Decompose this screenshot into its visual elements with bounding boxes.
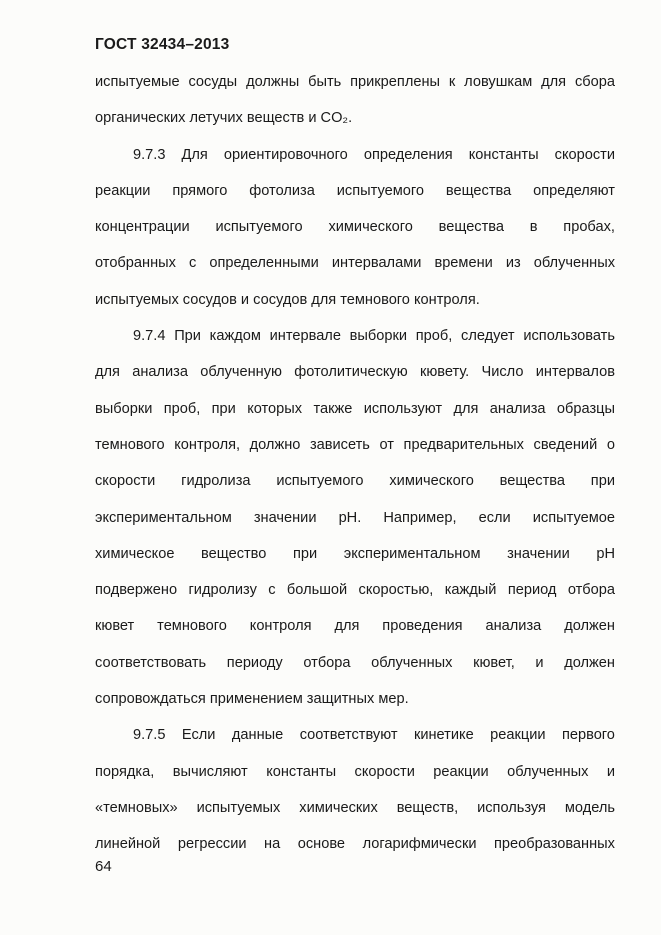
word: интервалами [331, 255, 422, 272]
text-line [95, 463, 615, 499]
word: кювет [95, 618, 135, 635]
text-line [95, 354, 615, 390]
text-line [95, 427, 615, 463]
word: химическое [95, 545, 175, 562]
word: Если [181, 727, 216, 744]
word: которых [247, 400, 303, 417]
word: экспериментальном [95, 509, 232, 526]
word: реакции [490, 727, 546, 744]
word: прямого [172, 182, 228, 199]
word: с [188, 255, 197, 272]
word: кювету. [419, 364, 470, 381]
text-line [95, 572, 615, 608]
word: для [453, 400, 479, 417]
word: о [606, 436, 615, 453]
word: соответствуют [299, 727, 398, 744]
word: испытуемого [276, 473, 364, 490]
word: и [606, 763, 615, 780]
word: период [507, 582, 557, 599]
text-line [95, 608, 615, 644]
word: регрессии [177, 836, 247, 853]
text-line [95, 245, 615, 281]
word: экспериментальном [343, 545, 481, 562]
word: константы [266, 763, 337, 780]
text-line [95, 209, 615, 245]
text-line [95, 173, 615, 209]
word: отбора [567, 582, 615, 599]
word: определяют [533, 182, 615, 199]
word: фотолитическую [294, 364, 408, 381]
word: линейной [95, 836, 161, 853]
word: проб, [163, 400, 201, 417]
word: испытуемого [336, 182, 424, 199]
word: облученных [533, 255, 615, 272]
word: проведения [382, 618, 463, 635]
word: облученную [200, 364, 282, 381]
word: для [95, 364, 120, 381]
word: испытуемые [95, 74, 180, 90]
word: при [590, 473, 615, 490]
word: реакции [433, 763, 489, 780]
word: анализа [485, 618, 542, 635]
word: выборки [349, 328, 408, 345]
word: pH. [338, 509, 362, 526]
word: контроля, [174, 436, 241, 453]
word: константы [468, 146, 539, 163]
text-line: сопровождаться применением защитных мер. [95, 691, 409, 708]
word: Например, [383, 509, 457, 526]
word: сосуды [188, 74, 238, 90]
word: первого [561, 727, 615, 744]
word: к [448, 74, 456, 90]
word: для [334, 618, 360, 635]
word: от [379, 436, 394, 453]
word: сбора [574, 74, 615, 90]
word: темнового [157, 618, 227, 635]
word: должен [564, 654, 615, 671]
word: ловушкам [464, 74, 533, 90]
word: pH [596, 545, 615, 562]
word: образцы [556, 400, 615, 417]
word: в [529, 219, 538, 236]
word: каждом [209, 328, 261, 345]
word: сведений [533, 436, 598, 453]
text-line: испытуемых сосудов и сосудов для темнового контроля. [95, 291, 480, 308]
word: периоду [226, 654, 283, 671]
word: значении [253, 509, 317, 526]
word: времени [434, 255, 493, 272]
word: анализа [132, 364, 188, 381]
text-line [95, 826, 615, 862]
word: основе [297, 836, 346, 853]
word: данные [231, 727, 284, 744]
word: выборки [95, 400, 153, 417]
word: подвержено [95, 582, 178, 599]
word: «темновых» [95, 799, 178, 816]
word: вычисляют [172, 763, 248, 780]
word: химического [389, 473, 474, 490]
text-line [95, 717, 615, 753]
word: веществ, [396, 799, 459, 816]
text-line [95, 64, 615, 100]
word: большой [286, 582, 348, 599]
word: соответствовать [95, 654, 207, 671]
word: темнового [95, 436, 165, 453]
word: интервале [269, 328, 341, 345]
word: фотолиза [249, 182, 315, 199]
word: облученных [371, 654, 453, 671]
word: реакции [95, 182, 151, 199]
word: используя [477, 799, 546, 816]
text-line [95, 137, 615, 173]
word: Для [181, 146, 208, 163]
document-body [95, 64, 615, 863]
word: вещество [201, 545, 267, 562]
word: каждый [444, 582, 497, 599]
word: 9.7.4 [133, 328, 166, 345]
word: скорости [354, 763, 415, 780]
word: интервалов [535, 364, 615, 381]
word: химического [328, 219, 413, 236]
word: гидролиза [181, 473, 251, 490]
text-line [95, 391, 615, 427]
word: При [174, 328, 201, 345]
document-header: ГОСТ 32434–2013 [95, 36, 230, 53]
word: должно [249, 436, 301, 453]
word: если [478, 509, 511, 526]
word: при [211, 400, 236, 417]
word: прикреплены [350, 74, 440, 90]
word: скоростью, [358, 582, 434, 599]
word: скорости [95, 473, 156, 490]
word: следует [461, 328, 515, 345]
word: анализа [489, 400, 546, 417]
word: на [264, 836, 281, 853]
word: испытуемых [196, 799, 281, 816]
word: ориентировочного [223, 146, 348, 163]
word: с [268, 582, 276, 599]
word: Число [481, 364, 524, 381]
word: 9.7.5 [133, 727, 166, 744]
word: использовать [523, 328, 615, 345]
word: отобранных [95, 255, 176, 272]
word: зависеть [309, 436, 370, 453]
text-line: органических летучих веществ и CO₂. [95, 110, 353, 127]
word: контроля [249, 618, 312, 635]
word: испытуемого [215, 219, 303, 236]
word: преобразованных [494, 836, 615, 853]
word: порядка, [95, 763, 155, 780]
text-line [95, 536, 615, 572]
word: определенными [209, 255, 319, 272]
word: модель [564, 799, 615, 816]
word: вещества [499, 473, 565, 490]
word: из [505, 255, 521, 272]
text-line [95, 500, 615, 536]
word: используют [363, 400, 443, 417]
word: значении [507, 545, 570, 562]
word: также [313, 400, 353, 417]
word: концентрации [95, 219, 190, 236]
word: 9.7.3 [133, 146, 166, 163]
word: вещества [445, 182, 512, 199]
word: и [535, 654, 544, 671]
word: гидролизу [188, 582, 257, 599]
word: испытуемое [532, 509, 615, 526]
word: при [292, 545, 318, 562]
text-line [95, 318, 615, 354]
word: облученных [507, 763, 589, 780]
word: логарифмически [362, 836, 477, 853]
word: вещества [438, 219, 504, 236]
word: определения [363, 146, 453, 163]
text-line [95, 645, 615, 681]
word: предварительных [403, 436, 524, 453]
word: кювет, [473, 654, 515, 671]
word: должен [564, 618, 615, 635]
text-line [95, 754, 615, 790]
word: проб, [415, 328, 453, 345]
word: быть [308, 74, 342, 90]
word: пробах, [563, 219, 615, 236]
word: скорости [554, 146, 615, 163]
word: химических [299, 799, 378, 816]
text-line [95, 790, 615, 826]
page-number: 64 [95, 858, 112, 875]
word: кинетике [413, 727, 474, 744]
word: для [541, 74, 567, 90]
word: должны [246, 74, 300, 90]
word: отбора [303, 654, 351, 671]
